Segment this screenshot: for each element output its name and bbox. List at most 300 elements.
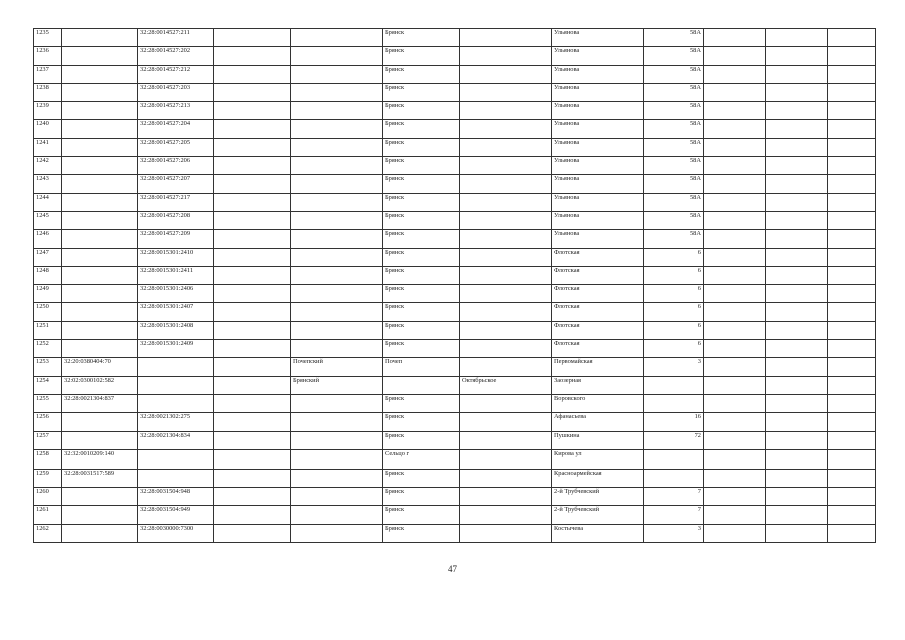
col-10-cell bbox=[704, 469, 766, 487]
district-cell bbox=[291, 102, 383, 120]
district-cell bbox=[291, 321, 383, 339]
row-number-cell: 1245 bbox=[34, 211, 62, 229]
col-4-cell bbox=[214, 29, 291, 47]
settlement-cell bbox=[460, 211, 552, 229]
col-12-cell bbox=[828, 449, 876, 469]
col-4-cell bbox=[214, 248, 291, 266]
city-cell: Брянск bbox=[383, 488, 460, 506]
house-number-cell: 72 bbox=[644, 431, 704, 449]
cadastral-number-land-cell bbox=[62, 157, 138, 175]
city-cell: Брянск bbox=[383, 340, 460, 358]
col-11-cell bbox=[766, 358, 828, 376]
table-row bbox=[34, 340, 876, 358]
col-4-cell bbox=[214, 449, 291, 469]
col-10-cell bbox=[704, 65, 766, 83]
street-cell: 2-й Трубчевский bbox=[552, 506, 644, 524]
table-row bbox=[34, 449, 876, 469]
city-cell bbox=[383, 376, 460, 394]
city-cell: Сельцо г bbox=[383, 449, 460, 469]
cadastral-number-land-cell bbox=[62, 47, 138, 65]
street-cell: Пушкина bbox=[552, 431, 644, 449]
col-10-cell bbox=[704, 394, 766, 412]
row-number-cell: 1247 bbox=[34, 248, 62, 266]
district-cell bbox=[291, 469, 383, 487]
row-number-cell: 1254 bbox=[34, 376, 62, 394]
table-row bbox=[34, 506, 876, 524]
district-cell bbox=[291, 230, 383, 248]
street-cell: Ульянова bbox=[552, 138, 644, 156]
col-10-cell bbox=[704, 120, 766, 138]
col-11-cell bbox=[766, 449, 828, 469]
house-number-cell: 58А bbox=[644, 29, 704, 47]
col-4-cell bbox=[214, 469, 291, 487]
row-number-cell: 1236 bbox=[34, 47, 62, 65]
row-number-cell: 1261 bbox=[34, 506, 62, 524]
house-number-cell: 58А bbox=[644, 193, 704, 211]
col-11-cell bbox=[766, 394, 828, 412]
col-12-cell bbox=[828, 506, 876, 524]
settlement-cell bbox=[460, 449, 552, 469]
table-row bbox=[34, 394, 876, 412]
col-4-cell bbox=[214, 413, 291, 431]
table-row bbox=[34, 138, 876, 156]
cadastral-number-land-cell bbox=[62, 230, 138, 248]
district-cell bbox=[291, 340, 383, 358]
row-number-cell: 1246 bbox=[34, 230, 62, 248]
col-11-cell bbox=[766, 506, 828, 524]
col-11-cell bbox=[766, 65, 828, 83]
city-cell: Брянск bbox=[383, 29, 460, 47]
row-number-cell: 1249 bbox=[34, 285, 62, 303]
col-11-cell bbox=[766, 488, 828, 506]
cadastral-number-premises-cell: 32:28:0014527:211 bbox=[138, 29, 214, 47]
city-cell: Брянск bbox=[383, 506, 460, 524]
cadastral-number-land-cell bbox=[62, 65, 138, 83]
col-4-cell bbox=[214, 358, 291, 376]
col-10-cell bbox=[704, 506, 766, 524]
cadastral-number-land-cell bbox=[62, 303, 138, 321]
col-4-cell bbox=[214, 230, 291, 248]
cadastral-number-land-cell bbox=[62, 138, 138, 156]
district-cell bbox=[291, 431, 383, 449]
col-11-cell bbox=[766, 431, 828, 449]
street-cell: Костычева bbox=[552, 524, 644, 542]
cadastral-number-land-cell: 32:20:0380404:70 bbox=[62, 358, 138, 376]
cadastral-number-premises-cell: 32:28:0014527:213 bbox=[138, 102, 214, 120]
settlement-cell bbox=[460, 285, 552, 303]
table-row bbox=[34, 102, 876, 120]
cadastral-number-premises-cell: 32:28:0021304:834 bbox=[138, 431, 214, 449]
house-number-cell: 16 bbox=[644, 413, 704, 431]
street-cell: Ульянова bbox=[552, 83, 644, 101]
settlement-cell bbox=[460, 120, 552, 138]
settlement-cell bbox=[460, 358, 552, 376]
col-11-cell bbox=[766, 29, 828, 47]
cadastral-number-land-cell bbox=[62, 248, 138, 266]
col-11-cell bbox=[766, 120, 828, 138]
cadastral-number-land-cell bbox=[62, 413, 138, 431]
house-number-cell: 6 bbox=[644, 340, 704, 358]
row-number-cell: 1250 bbox=[34, 303, 62, 321]
city-cell: Брянск bbox=[383, 230, 460, 248]
district-cell bbox=[291, 266, 383, 284]
col-11-cell bbox=[766, 376, 828, 394]
street-cell: Первомайская bbox=[552, 358, 644, 376]
row-number-cell: 1256 bbox=[34, 413, 62, 431]
cadastral-number-premises-cell bbox=[138, 469, 214, 487]
col-12-cell bbox=[828, 303, 876, 321]
house-number-cell: 58А bbox=[644, 65, 704, 83]
table-row bbox=[34, 230, 876, 248]
col-12-cell bbox=[828, 65, 876, 83]
street-cell: Флотская bbox=[552, 285, 644, 303]
cadastral-number-premises-cell bbox=[138, 394, 214, 412]
house-number-cell: 58А bbox=[644, 47, 704, 65]
cadastral-number-premises-cell: 32:28:0014527:208 bbox=[138, 211, 214, 229]
house-number-cell bbox=[644, 394, 704, 412]
cadastral-number-land-cell bbox=[62, 193, 138, 211]
city-cell: Брянск bbox=[383, 413, 460, 431]
col-12-cell bbox=[828, 83, 876, 101]
city-cell: Брянск bbox=[383, 524, 460, 542]
col-12-cell bbox=[828, 358, 876, 376]
col-11-cell bbox=[766, 102, 828, 120]
row-number-cell: 1255 bbox=[34, 394, 62, 412]
col-4-cell bbox=[214, 524, 291, 542]
col-11-cell bbox=[766, 193, 828, 211]
col-12-cell bbox=[828, 469, 876, 487]
table-row bbox=[34, 285, 876, 303]
col-4-cell bbox=[214, 488, 291, 506]
street-cell: Афанасьева bbox=[552, 413, 644, 431]
col-12-cell bbox=[828, 248, 876, 266]
district-cell bbox=[291, 47, 383, 65]
cadastral-number-premises-cell: 32:28:0015301:2409 bbox=[138, 340, 214, 358]
col-10-cell bbox=[704, 524, 766, 542]
settlement-cell bbox=[460, 506, 552, 524]
cadastral-number-land-cell: 32:02:0300102:582 bbox=[62, 376, 138, 394]
col-10-cell bbox=[704, 449, 766, 469]
settlement-cell bbox=[460, 413, 552, 431]
cadastral-number-premises-cell: 32:28:0014527:205 bbox=[138, 138, 214, 156]
cadastral-number-premises-cell bbox=[138, 376, 214, 394]
col-11-cell bbox=[766, 266, 828, 284]
row-number-cell: 1251 bbox=[34, 321, 62, 339]
district-cell bbox=[291, 157, 383, 175]
col-12-cell bbox=[828, 394, 876, 412]
city-cell: Брянск bbox=[383, 175, 460, 193]
col-10-cell bbox=[704, 303, 766, 321]
district-cell bbox=[291, 175, 383, 193]
row-number-cell: 1258 bbox=[34, 449, 62, 469]
cadastral-number-land-cell bbox=[62, 321, 138, 339]
cadastral-number-premises-cell: 32:28:0030000:7300 bbox=[138, 524, 214, 542]
house-number-cell: 58А bbox=[644, 175, 704, 193]
cadastral-number-land-cell bbox=[62, 431, 138, 449]
district-cell bbox=[291, 83, 383, 101]
col-12-cell bbox=[828, 29, 876, 47]
cadastral-number-premises-cell: 32:28:0031504:949 bbox=[138, 506, 214, 524]
settlement-cell bbox=[460, 47, 552, 65]
table-row bbox=[34, 431, 876, 449]
col-10-cell bbox=[704, 358, 766, 376]
house-number-cell: 58А bbox=[644, 157, 704, 175]
col-12-cell bbox=[828, 138, 876, 156]
row-number-cell: 1242 bbox=[34, 157, 62, 175]
city-cell: Брянск bbox=[383, 157, 460, 175]
col-12-cell bbox=[828, 524, 876, 542]
settlement-cell bbox=[460, 230, 552, 248]
row-number-cell: 1259 bbox=[34, 469, 62, 487]
city-cell: Брянск bbox=[383, 83, 460, 101]
street-cell: Ульянова bbox=[552, 157, 644, 175]
street-cell: Ульянова bbox=[552, 120, 644, 138]
city-cell: Брянск bbox=[383, 120, 460, 138]
col-10-cell bbox=[704, 376, 766, 394]
house-number-cell: 3 bbox=[644, 524, 704, 542]
cadastral-number-premises-cell: 32:28:0015301:2410 bbox=[138, 248, 214, 266]
house-number-cell: 58А bbox=[644, 83, 704, 101]
city-cell: Брянск bbox=[383, 138, 460, 156]
col-11-cell bbox=[766, 340, 828, 358]
table-body bbox=[34, 29, 876, 543]
cadastral-number-premises-cell: 32:28:0021302:275 bbox=[138, 413, 214, 431]
district-cell bbox=[291, 488, 383, 506]
cadastral-number-premises-cell: 32:28:0014527:209 bbox=[138, 230, 214, 248]
district-cell: Брянский bbox=[291, 376, 383, 394]
city-cell: Брянск bbox=[383, 211, 460, 229]
col-4-cell bbox=[214, 266, 291, 284]
col-11-cell bbox=[766, 321, 828, 339]
col-10-cell bbox=[704, 248, 766, 266]
street-cell: 2-й Трубчевский bbox=[552, 488, 644, 506]
col-10-cell bbox=[704, 29, 766, 47]
col-10-cell bbox=[704, 431, 766, 449]
col-10-cell bbox=[704, 413, 766, 431]
house-number-cell: 58А bbox=[644, 230, 704, 248]
table-row bbox=[34, 29, 876, 47]
col-11-cell bbox=[766, 469, 828, 487]
settlement-cell bbox=[460, 83, 552, 101]
settlement-cell bbox=[460, 321, 552, 339]
col-4-cell bbox=[214, 321, 291, 339]
street-cell: Ульянова bbox=[552, 102, 644, 120]
col-4-cell bbox=[214, 211, 291, 229]
city-cell: Брянск bbox=[383, 248, 460, 266]
street-cell: Ульянова bbox=[552, 193, 644, 211]
table-row bbox=[34, 488, 876, 506]
street-cell: Ульянова bbox=[552, 211, 644, 229]
district-cell bbox=[291, 303, 383, 321]
cadastral-number-premises-cell: 32:28:0014527:207 bbox=[138, 175, 214, 193]
settlement-cell bbox=[460, 157, 552, 175]
city-cell: Брянск bbox=[383, 431, 460, 449]
table-row bbox=[34, 157, 876, 175]
city-cell: Брянск bbox=[383, 321, 460, 339]
registry-table bbox=[33, 28, 876, 543]
col-11-cell bbox=[766, 524, 828, 542]
col-4-cell bbox=[214, 120, 291, 138]
col-11-cell bbox=[766, 211, 828, 229]
row-number-cell: 1262 bbox=[34, 524, 62, 542]
row-number-cell: 1253 bbox=[34, 358, 62, 376]
street-cell: Ульянова bbox=[552, 175, 644, 193]
row-number-cell: 1260 bbox=[34, 488, 62, 506]
row-number-cell: 1238 bbox=[34, 83, 62, 101]
col-4-cell bbox=[214, 138, 291, 156]
settlement-cell bbox=[460, 488, 552, 506]
row-number-cell: 1237 bbox=[34, 65, 62, 83]
col-10-cell bbox=[704, 266, 766, 284]
col-10-cell bbox=[704, 47, 766, 65]
district-cell bbox=[291, 524, 383, 542]
cadastral-number-land-cell bbox=[62, 340, 138, 358]
house-number-cell: 3 bbox=[644, 358, 704, 376]
district-cell: Почепский bbox=[291, 358, 383, 376]
district-cell bbox=[291, 29, 383, 47]
col-11-cell bbox=[766, 47, 828, 65]
cadastral-number-land-cell bbox=[62, 120, 138, 138]
cadastral-number-premises-cell: 32:28:0015301:2406 bbox=[138, 285, 214, 303]
district-cell bbox=[291, 211, 383, 229]
page-number: 47 bbox=[448, 564, 457, 574]
cadastral-number-premises-cell bbox=[138, 449, 214, 469]
street-cell: Ульянова bbox=[552, 230, 644, 248]
settlement-cell bbox=[460, 175, 552, 193]
table-row bbox=[34, 266, 876, 284]
row-number-cell: 1239 bbox=[34, 102, 62, 120]
col-11-cell bbox=[766, 413, 828, 431]
col-4-cell bbox=[214, 303, 291, 321]
city-cell: Брянск bbox=[383, 65, 460, 83]
street-cell: Ульянова bbox=[552, 65, 644, 83]
street-cell: Кирова ул bbox=[552, 449, 644, 469]
settlement-cell bbox=[460, 266, 552, 284]
cadastral-number-land-cell bbox=[62, 488, 138, 506]
house-number-cell: 6 bbox=[644, 321, 704, 339]
district-cell bbox=[291, 193, 383, 211]
table-row bbox=[34, 175, 876, 193]
col-10-cell bbox=[704, 321, 766, 339]
row-number-cell: 1235 bbox=[34, 29, 62, 47]
col-11-cell bbox=[766, 138, 828, 156]
col-12-cell bbox=[828, 340, 876, 358]
table-row bbox=[34, 524, 876, 542]
cadastral-number-premises-cell: 32:28:0015301:2408 bbox=[138, 321, 214, 339]
col-10-cell bbox=[704, 193, 766, 211]
house-number-cell: 58А bbox=[644, 120, 704, 138]
cadastral-number-land-cell bbox=[62, 285, 138, 303]
table-row bbox=[34, 321, 876, 339]
settlement-cell: Октябрьское bbox=[460, 376, 552, 394]
settlement-cell bbox=[460, 138, 552, 156]
city-cell: Брянск bbox=[383, 193, 460, 211]
col-12-cell bbox=[828, 413, 876, 431]
col-4-cell bbox=[214, 193, 291, 211]
street-cell: Флотская bbox=[552, 248, 644, 266]
cadastral-number-land-cell: 32:32:0010209:140 bbox=[62, 449, 138, 469]
city-cell: Почеп bbox=[383, 358, 460, 376]
city-cell: Брянск bbox=[383, 102, 460, 120]
col-12-cell bbox=[828, 157, 876, 175]
city-cell: Брянск bbox=[383, 469, 460, 487]
col-12-cell bbox=[828, 266, 876, 284]
table-row bbox=[34, 47, 876, 65]
col-12-cell bbox=[828, 230, 876, 248]
col-10-cell bbox=[704, 157, 766, 175]
row-number-cell: 1252 bbox=[34, 340, 62, 358]
col-10-cell bbox=[704, 175, 766, 193]
col-4-cell bbox=[214, 157, 291, 175]
col-4-cell bbox=[214, 394, 291, 412]
cadastral-number-land-cell bbox=[62, 102, 138, 120]
house-number-cell bbox=[644, 376, 704, 394]
street-cell: Ульянова bbox=[552, 47, 644, 65]
street-cell: Флотская bbox=[552, 340, 644, 358]
house-number-cell: 7 bbox=[644, 488, 704, 506]
cadastral-number-land-cell: 32:28:0021304:837 bbox=[62, 394, 138, 412]
cadastral-number-premises-cell: 32:28:0014527:212 bbox=[138, 65, 214, 83]
house-number-cell: 7 bbox=[644, 506, 704, 524]
col-11-cell bbox=[766, 83, 828, 101]
row-number-cell: 1257 bbox=[34, 431, 62, 449]
col-4-cell bbox=[214, 506, 291, 524]
district-cell bbox=[291, 285, 383, 303]
house-number-cell: 6 bbox=[644, 303, 704, 321]
cadastral-number-land-cell bbox=[62, 211, 138, 229]
district-cell bbox=[291, 413, 383, 431]
district-cell bbox=[291, 248, 383, 266]
col-11-cell bbox=[766, 230, 828, 248]
col-12-cell bbox=[828, 211, 876, 229]
col-4-cell bbox=[214, 175, 291, 193]
row-number-cell: 1248 bbox=[34, 266, 62, 284]
cadastral-number-premises-cell: 32:28:0014527:202 bbox=[138, 47, 214, 65]
col-4-cell bbox=[214, 47, 291, 65]
cadastral-number-premises-cell: 32:28:0015301:2407 bbox=[138, 303, 214, 321]
settlement-cell bbox=[460, 193, 552, 211]
district-cell bbox=[291, 138, 383, 156]
cadastral-number-land-cell bbox=[62, 83, 138, 101]
col-11-cell bbox=[766, 248, 828, 266]
col-10-cell bbox=[704, 340, 766, 358]
city-cell: Брянск bbox=[383, 47, 460, 65]
city-cell: Брянск bbox=[383, 285, 460, 303]
cadastral-number-land-cell bbox=[62, 175, 138, 193]
district-cell bbox=[291, 120, 383, 138]
street-cell: Заозерная bbox=[552, 376, 644, 394]
table-row bbox=[34, 413, 876, 431]
col-4-cell bbox=[214, 65, 291, 83]
table-row bbox=[34, 120, 876, 138]
col-4-cell bbox=[214, 376, 291, 394]
row-number-cell: 1243 bbox=[34, 175, 62, 193]
cadastral-number-premises-cell bbox=[138, 358, 214, 376]
col-10-cell bbox=[704, 138, 766, 156]
settlement-cell bbox=[460, 248, 552, 266]
cadastral-number-land-cell bbox=[62, 29, 138, 47]
settlement-cell bbox=[460, 340, 552, 358]
district-cell bbox=[291, 65, 383, 83]
col-10-cell bbox=[704, 211, 766, 229]
settlement-cell bbox=[460, 102, 552, 120]
table-row bbox=[34, 211, 876, 229]
district-cell bbox=[291, 506, 383, 524]
district-cell bbox=[291, 449, 383, 469]
cadastral-number-land-cell: 32:28:0031517:589 bbox=[62, 469, 138, 487]
settlement-cell bbox=[460, 394, 552, 412]
settlement-cell bbox=[460, 469, 552, 487]
